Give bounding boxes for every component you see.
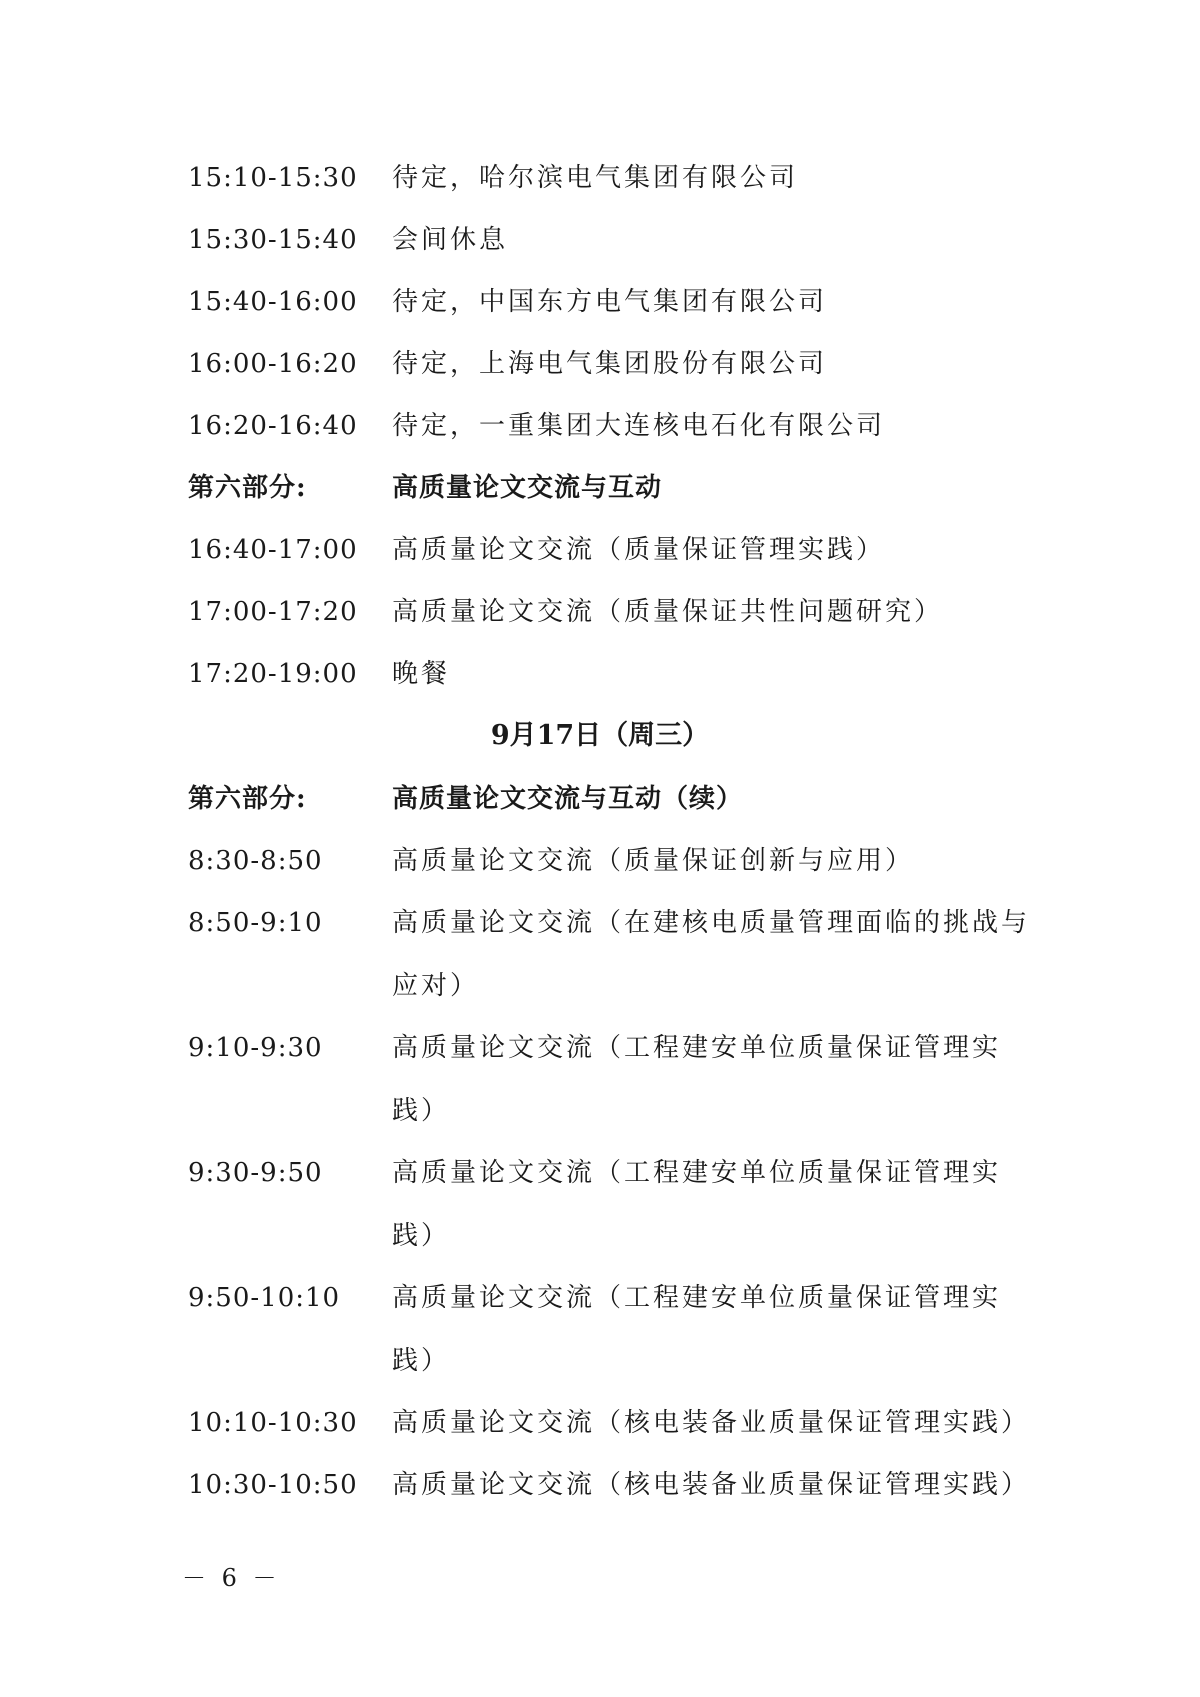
schedule-description: 高质量论文交流（质量保证共性问题研究） xyxy=(392,597,944,627)
schedule-row xyxy=(0,1153,1200,1193)
section-label: 第六部分: xyxy=(188,784,307,814)
schedule-row xyxy=(0,220,1200,260)
schedule-time: 15:40-16:00 xyxy=(188,287,358,317)
schedule-time: 16:40-17:00 xyxy=(188,535,358,565)
section-heading xyxy=(0,779,1200,819)
schedule-time: 16:20-16:40 xyxy=(188,411,358,441)
schedule-row xyxy=(0,1278,1200,1318)
schedule-description-continued: 应对） xyxy=(392,971,480,1001)
schedule-time: 17:20-19:00 xyxy=(188,659,358,689)
schedule-time: 10:30-10:50 xyxy=(188,1470,358,1500)
schedule-row xyxy=(0,1403,1200,1443)
page-number: － 6 － xyxy=(182,1564,281,1592)
schedule-row xyxy=(0,1465,1200,1505)
schedule-description: 高质量论文交流（质量保证创新与应用） xyxy=(392,846,915,876)
schedule-description: 高质量论文交流（工程建安单位质量保证管理实 xyxy=(392,1158,1002,1188)
schedule-time: 9:50-10:10 xyxy=(188,1283,341,1313)
schedule-time: 9:10-9:30 xyxy=(188,1033,323,1063)
schedule-time: 15:10-15:30 xyxy=(188,163,358,193)
schedule-row xyxy=(0,654,1200,694)
schedule-row-continuation xyxy=(0,966,1200,1006)
schedule-description: 待定，上海电气集团股份有限公司 xyxy=(392,349,828,379)
schedule-row-continuation xyxy=(0,1341,1200,1381)
schedule-description: 待定，一重集团大连核电石化有限公司 xyxy=(392,411,886,441)
schedule-description: 高质量论文交流（在建核电质量管理面临的挑战与 xyxy=(392,908,1031,938)
schedule-description: 高质量论文交流（工程建安单位质量保证管理实 xyxy=(392,1033,1002,1063)
schedule-time: 15:30-15:40 xyxy=(188,225,358,255)
section-title: 高质量论文交流与互动（续） xyxy=(392,784,744,814)
schedule-description-continued: 践） xyxy=(392,1096,451,1126)
schedule-row xyxy=(0,841,1200,881)
schedule-description: 高质量论文交流（质量保证管理实践） xyxy=(392,535,886,565)
schedule-description-continued: 践） xyxy=(392,1221,451,1251)
schedule-row xyxy=(0,406,1200,446)
schedule-time: 10:10-10:30 xyxy=(188,1408,358,1438)
schedule-description: 会间休息 xyxy=(392,225,509,255)
schedule-row xyxy=(0,592,1200,632)
schedule-row xyxy=(0,282,1200,322)
schedule-row xyxy=(0,530,1200,570)
schedule-description: 高质量论文交流（核电装备业质量保证管理实践） xyxy=(392,1408,1031,1438)
section-heading xyxy=(0,468,1200,508)
schedule-time: 8:30-8:50 xyxy=(188,846,323,876)
schedule-description: 晚餐 xyxy=(392,659,451,689)
schedule-row-continuation xyxy=(0,1091,1200,1131)
schedule-description-continued: 践） xyxy=(392,1346,451,1376)
schedule-row-continuation xyxy=(0,1216,1200,1256)
schedule-row xyxy=(0,903,1200,943)
section-label: 第六部分: xyxy=(188,473,307,503)
schedule-time: 9:30-9:50 xyxy=(188,1158,323,1188)
schedule-time: 16:00-16:20 xyxy=(188,349,358,379)
schedule-description: 待定，哈尔滨电气集团有限公司 xyxy=(392,163,799,193)
schedule-description: 高质量论文交流（核电装备业质量保证管理实践） xyxy=(392,1470,1031,1500)
schedule-time: 17:00-17:20 xyxy=(188,597,358,627)
date-heading: 9月17日（周三） xyxy=(490,720,710,751)
schedule-time: 8:50-9:10 xyxy=(188,908,323,938)
section-title: 高质量论文交流与互动 xyxy=(392,473,663,503)
schedule-row xyxy=(0,158,1200,198)
schedule-description: 高质量论文交流（工程建安单位质量保证管理实 xyxy=(392,1283,1002,1313)
schedule-row xyxy=(0,344,1200,384)
schedule-description: 待定，中国东方电气集团有限公司 xyxy=(392,287,828,317)
schedule-row xyxy=(0,1028,1200,1068)
